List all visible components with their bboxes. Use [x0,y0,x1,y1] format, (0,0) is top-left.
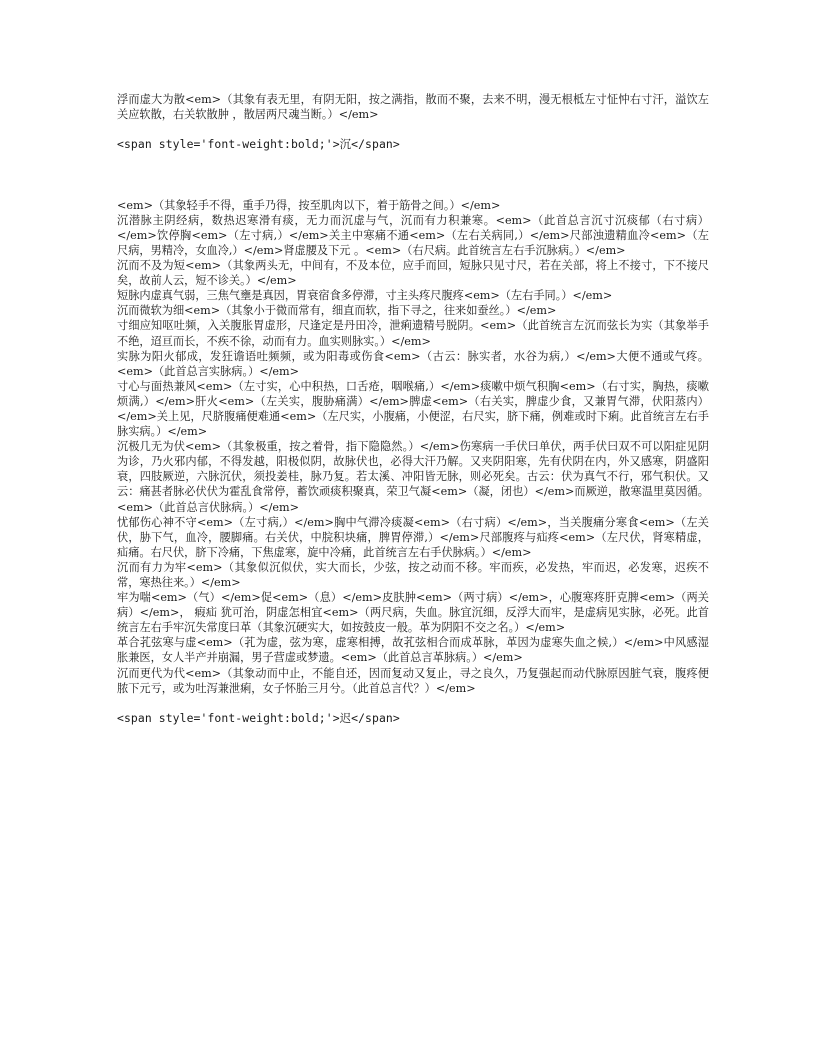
paragraph-lao-mai-def: 沉而有力为牢<em>（其象似沉似伏，实大而长，少弦，按之动而不移。牢而疾，必发热，牢而迟，必发寒，迟疾不常，寒热往来。）</em> [117,560,709,589]
heading-markup-chen: <span style='font-weight:bold;'>沉</span> [117,137,400,152]
paragraph-xi-mai-bing: 寸细应知呕吐频，入关腹胀胃虚形，尺逢定是丹田冷，泄痢遗精号脱阴。<em>（此首统言左沉而弦长为实（其象举手不绝，迢亘而长，不疾不徐，动而有力。血实则脉实。）</em> [117,319,709,348]
paragraph-ge-mai-bing: 革合芤弦寒与虚<em>（芤为虚，弦为寒，虚寒相搏，故芤弦相合而成革脉，革因为虚寒失血之候,）</em>中风感湿胀兼医，女人半产并崩漏，男子营虚或梦遗。<em>（此首总言革脉病。）</em> [117,636,709,665]
paragraph-lao-mai-bing: 牢为喘<em>（气）</em>促<em>（息）</em>皮肤肿<em>（两寸病）</em>，心腹寒疼肝克脾<em>（两关病）</em>， 瘕疝 犹可治，阴虚怎相宜<em>（两尺病，失血。脉宜沉细，反浮大而牢，是虚病见实脉，必死。此首统言左右手牢沉失常度曰革（其象沉硬实大，如按鼓皮一般。革为阴阳不交之名。）</em> [117,591,709,635]
spacer-line [117,122,709,137]
paragraph-dai-mai-def: 沉而更代为代<em>（其象动而中止，不能自还，因而复动又复止，寻之良久，乃复强起而动代脉原因脏气衰，腹疼便脓下元亏，或为吐泻兼泄痢，女子怀胎三月兮。（此首总言代？）</em> [117,666,709,695]
spacer-line [117,183,709,198]
paragraph-chenqian-mai: 沉潜脉主阴经病，数热迟寒滑有痰，无力而沉虚与气，沉而有力积兼寒。<em>（此首总言沉寸沉痰郁（右寸病）</em>饮停胸<em>（左寸病,）</em>关主中寒痛不通<em>（左右关病同,）</em>尺部浊遗精血冷<em>（左尺病，男精冷，女血冷,）</em>肾虚腰及下元 。<em>（右尺病。此首统言左右手沉脉病。）</em> [117,213,709,257]
spacer-line [117,152,709,167]
spacer-line [117,696,709,711]
spacer-line [117,167,709,182]
paragraph-duan-mai-def: 沉而不及为短<em>（其象两头无，中间有，不及本位，应手而回，短脉只见寸尺，若在关部，将上不接寸，下不接尺矣，故前人云，短不诊关。）</em> [117,259,709,288]
paragraph-fu-mai-cunguan: 忧郁伤心神不守<em>（左寸病,）</em>胸中气滞冷痰凝<em>（右寸病）</em>，当关腹痛分寒食<em>（左关伏，胁下气，血冷，腰脚痛。右关伏，中脘积块痛，脾胃停滞,）</em>尺部腹疼与疝疼<em>（左尺伏，肾寒精虚，疝痛。右尺伏，脐下冷痛，下焦虚寒，旋中冷痛，此首统言左右手伏脉病。）</em> [117,515,709,559]
paragraph-duan-mai-bing: 短脉内虚真气弱，三焦气壅是真因，胃衰宿食多停滞，寸主头疼尺腹疼<em>（左右手同。）</em> [117,289,613,303]
paragraph-shi-mai-cunguan: 寸心与面热兼风<em>（左寸实，心中积热，口舌疮，咽喉痛,）</em>痰嗽中烦气积胸<em>（右寸实，胸热，痰嗽烦满,）</em>肝火<em>（左关实，腹胁痛满）</em>脾虚<em>（右关实，脾虚少食，又兼胃气滞，伏阳蒸内）</em>关上见，尺脐腹痛便难通<em>（左尺实，小腹痛，小便涩，右尺实，脐下痛，例难或时下痢。此首统言左右手脉实病。）</em> [117,379,709,439]
document-text-body [117,92,709,726]
heading-markup-chi: <span style='font-weight:bold;'>迟</span> [117,710,400,725]
paragraph-fu-mai-def: 沉极几无为伏<em>（其象极重，按之着骨，指下隐隐然。）</em>伤寒病一手伏曰单伏，两手伏曰双不可以阳症见阴为诊，乃火邪内郁，不得发越，阳极似阴，故脉伏也，必得大汗乃解。又夹阴阳寒，先有伏阴在内，外又感寒，阴盛阳衰，四肢厥逆，六脉沉伏，须投姜桂，脉乃复。若太溪、冲阳皆无脉，则必死矣。古云：伏为真气不行，邪气积伏。又云：痛甚者脉必伏伏为霍乱食常停，蓄饮顽痰积聚真，荣卫气凝<em>（凝，闭也）</em>而厥逆，散寒温里莫因循。<em>（此首总言伏脉病。）</em> [117,440,709,514]
paragraph-xi-mai-def: 沉而微软为细<em>（其象小于微而常有，细直而软，指下寻之，往来如蚕丝。）</em> [117,304,557,318]
paragraph-san-mai: 浮而虚大为散<em>（其象有表无里，有阴无阳，按之满指，散而不聚，去来不明，漫无根柢左寸怔忡右寸汗，溢饮左关应软散，右关软散肿 ，散居两尺魂当断。）</em> [117,93,709,122]
paragraph-shi-mai-bing: 实脉为阳火郁成，发狂谵语吐频频，或为阳毒或伤食<em>（古云：脉实者，水谷为病,）</em>大便不通或气疼。<em>（此首总言实脉病。）</em> [117,349,709,378]
paragraph-chen-xiang: <em>（其象轻手不得，重手乃得，按至肌肉以下，着于筋骨之间。）</em> [117,198,501,212]
